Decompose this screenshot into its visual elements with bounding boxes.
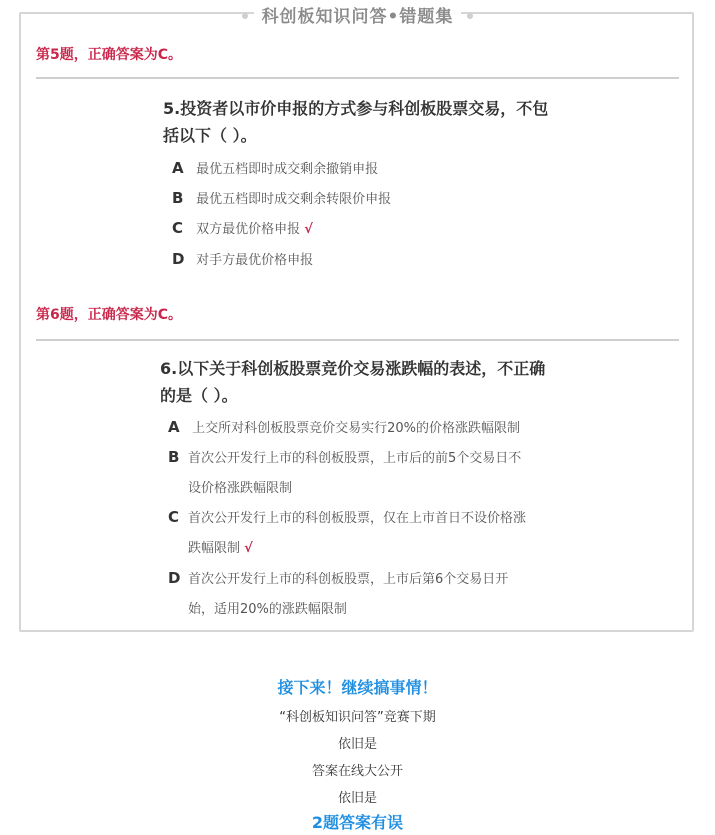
- q6-question: 6.以下关于科创板股票竞价交易涨跌幅的表述，不正确 的是（ ）。: [160, 359, 546, 405]
- footer-line: 答案在线大公开: [311, 764, 403, 779]
- footer-line: “科创板知识问答”竞赛下期: [279, 710, 436, 725]
- footer-title: 接下来！继续搞事情！: [277, 678, 438, 697]
- q6-answer: 第6题，正确答案为C。: [36, 307, 183, 323]
- footer-line: 依旧是: [337, 791, 377, 806]
- dot-icon: [242, 13, 248, 19]
- check-mark-icon: √: [244, 541, 253, 556]
- dot-icon: [467, 13, 473, 19]
- q5-option-b: B 最优五档即时成交剩余转限价申报: [172, 189, 392, 207]
- divider: [36, 77, 679, 79]
- q5-answer: 第5题，正确答案为C。: [36, 47, 183, 63]
- q6-option-a: A 上交所对科创板股票竞价交易实行20%的价格涨跌幅限制: [168, 418, 521, 436]
- footer-end: 2题答案有误: [311, 813, 404, 832]
- q5-option-d: D 对手方最优价格申报: [172, 250, 314, 268]
- page-title: 科创板知识问答•错题集: [254, 7, 462, 27]
- check-mark-icon: √: [304, 222, 313, 237]
- q6-option-c: C 首次公开发行上市的科创板股票，仅在上市首日不设价格涨 跌幅限制 √: [168, 508, 527, 556]
- divider: [36, 339, 679, 341]
- frame-title: [0, 2, 715, 27]
- footer-line: 依旧是: [337, 737, 377, 752]
- q5-question: 5.投资者以市价申报的方式参与科创板股票交易，不包 括以下（ ）。: [163, 99, 549, 145]
- q6-option-d: D 首次公开发行上市的科创板股票，上市后第6个交易日开 始，适用20%的涨跌幅限制: [168, 569, 509, 617]
- q5-option-a: A 最优五档即时成交剩余撤销申报: [172, 159, 379, 177]
- q5-option-c: C 双方最优价格申报 √: [172, 219, 313, 237]
- q6-option-b: B 首次公开发行上市的科创板股票，上市后的前5个交易日不 设价格涨跌幅限制: [168, 448, 522, 496]
